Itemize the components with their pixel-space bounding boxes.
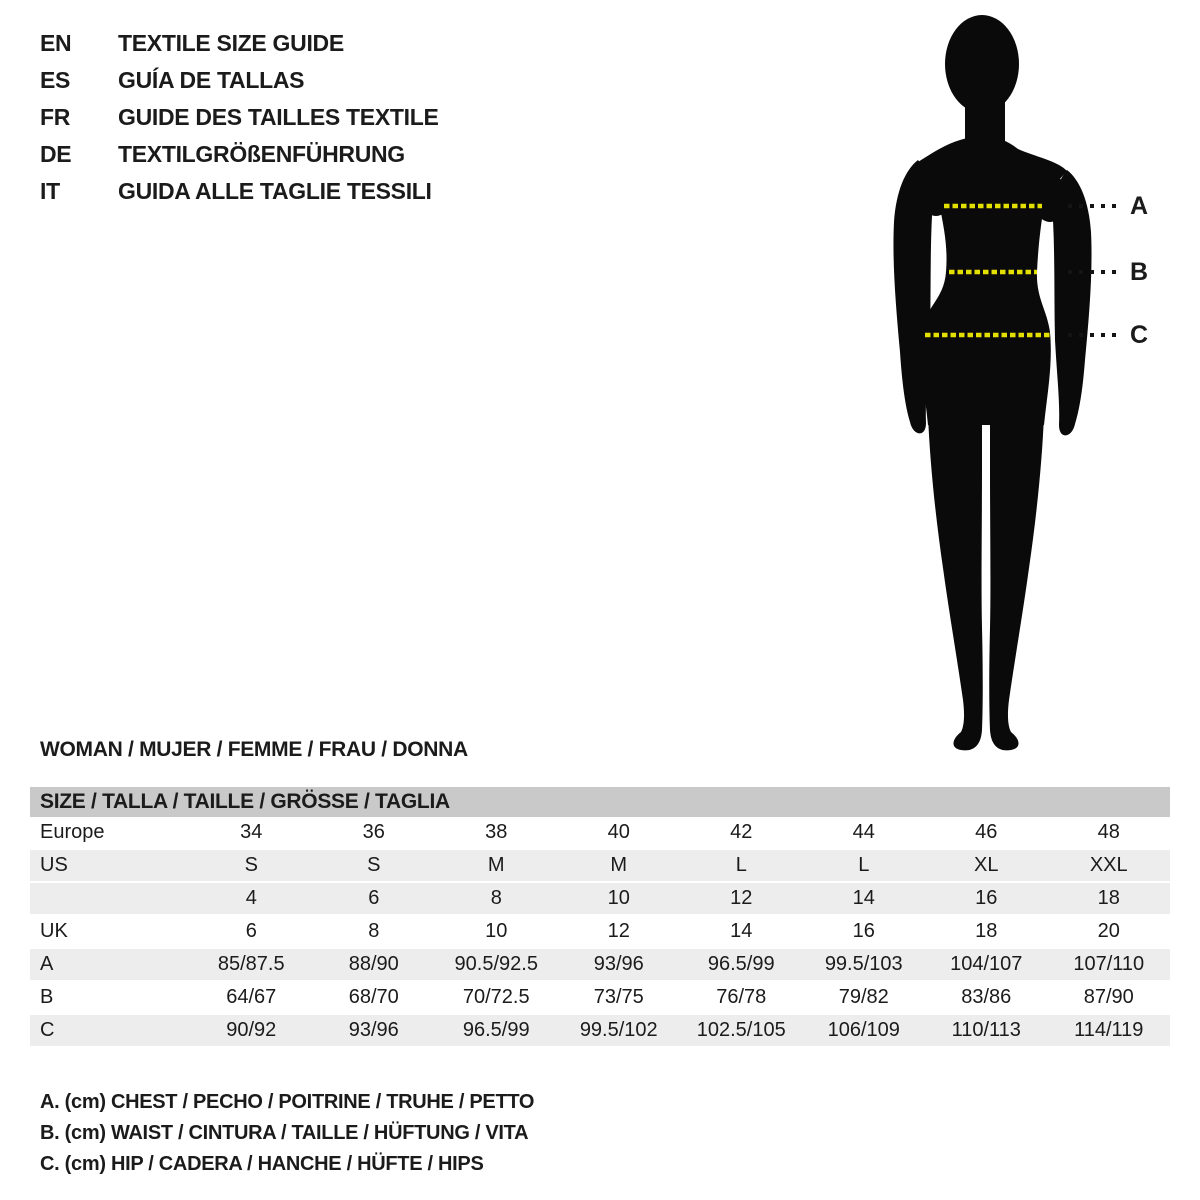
woman-silhouette-icon	[880, 10, 1160, 755]
table-cell: 40	[607, 821, 630, 843]
table-cell: XXL	[1089, 854, 1128, 876]
language-header	[40, 25, 439, 210]
lang-title: TEXTILGRÖßENFÜHRUNG	[118, 141, 405, 167]
table-cell: 8	[490, 887, 502, 909]
size-table-header-label: SIZE / TALLA / TAILLE / GRÖSSE / TAGLIA	[40, 790, 450, 813]
marker-label-c: C	[1130, 321, 1149, 349]
table-cell: 107/110	[1073, 953, 1145, 975]
table-cell: 18	[1097, 887, 1120, 909]
legend-line-hip: C. (cm) HIP / CADERA / HANCHE / HÜFTE / HIPS	[40, 1153, 484, 1175]
table-cell: 16	[975, 887, 998, 909]
table-cell: 96.5/99	[462, 1019, 530, 1041]
table-cell: M	[610, 854, 628, 876]
row-label: B	[40, 986, 54, 1008]
lang-title: GUIDA ALLE TAGLIE TESSILI	[118, 178, 432, 204]
marker-label-b: B	[1130, 258, 1149, 286]
lang-code: EN	[40, 30, 72, 56]
table-cell: 110/113	[951, 1019, 1021, 1041]
table-cell: 79/82	[838, 986, 889, 1008]
table-cell: L	[858, 854, 870, 876]
table-cell: 18	[975, 920, 998, 942]
table-cell: 76/78	[716, 986, 767, 1008]
lang-title: TEXTILE SIZE GUIDE	[118, 30, 344, 56]
lang-row-es	[40, 62, 439, 99]
table-cell: 90.5/92.5	[454, 953, 538, 975]
table-cell: 44	[852, 821, 875, 843]
lang-row-de	[40, 136, 439, 173]
table-cell: 83/86	[961, 986, 1012, 1008]
section-title-woman: WOMAN / MUJER / FEMME / FRAU / DONNA	[40, 738, 468, 761]
lang-row-it	[40, 173, 439, 210]
table-cell: 16	[852, 920, 875, 942]
table-cell: 64/67	[226, 986, 277, 1008]
table-cell: 99.5/102	[579, 1019, 658, 1041]
table-cell: 8	[368, 920, 380, 942]
table-cell: 4	[245, 887, 257, 909]
table-cell: S	[367, 854, 381, 876]
lang-row-en	[40, 25, 439, 62]
table-cell: 36	[362, 821, 385, 843]
row-label: UK	[40, 920, 68, 942]
table-cell: 46	[975, 821, 998, 843]
table-cell: 87/90	[1083, 986, 1134, 1008]
lang-code: ES	[40, 67, 71, 93]
table-cell: 20	[1097, 920, 1120, 942]
table-row-us-numbers	[30, 883, 1170, 916]
lang-code: IT	[40, 178, 60, 204]
lang-code: FR	[40, 104, 71, 130]
lang-code: DE	[40, 141, 72, 167]
measurement-legend	[40, 1087, 534, 1180]
table-cell: 96.5/99	[707, 953, 775, 975]
table-cell: 6	[368, 887, 380, 909]
lang-title: GUIDE DES TAILLES TEXTILE	[118, 104, 439, 130]
row-label: US	[40, 854, 68, 876]
table-row-hip-c	[30, 1015, 1170, 1048]
row-label: A	[40, 953, 54, 975]
table-row-chest-a	[30, 949, 1170, 982]
table-cell: 88/90	[348, 953, 399, 975]
table-row-waist-b	[30, 982, 1170, 1015]
table-cell: 114/119	[1074, 1019, 1144, 1041]
table-cell: 12	[730, 887, 753, 909]
size-table-header	[30, 787, 1170, 817]
marker-label-a: A	[1130, 192, 1149, 220]
table-cell: 93/96	[348, 1019, 399, 1041]
row-label: Europe	[40, 821, 105, 843]
legend-line-waist: B. (cm) WAIST / CINTURA / TAILLE / HÜFTUNG / VITA	[40, 1122, 529, 1144]
lang-row-fr	[40, 99, 439, 136]
table-cell: 85/87.5	[217, 953, 285, 975]
table-cell: XL	[974, 854, 999, 876]
table-cell: 34	[240, 821, 263, 843]
table-cell: 73/75	[593, 986, 644, 1008]
table-cell: 14	[852, 887, 875, 909]
table-cell: 38	[485, 821, 508, 843]
table-cell: 68/70	[348, 986, 399, 1008]
table-cell: L	[735, 854, 747, 876]
table-cell: 14	[730, 920, 753, 942]
table-cell: M	[487, 854, 505, 876]
table-cell: 93/96	[593, 953, 644, 975]
table-cell: 102.5/105	[696, 1019, 786, 1041]
table-cell: 90/92	[226, 1019, 277, 1041]
row-label: C	[40, 1019, 55, 1041]
table-cell: 12	[607, 920, 630, 942]
measurement-figure	[880, 10, 1160, 755]
table-cell: 104/107	[950, 953, 1023, 975]
table-cell: 99.5/103	[824, 953, 903, 975]
table-row-europe	[30, 817, 1170, 850]
table-row-us-letters	[30, 850, 1170, 883]
lang-title: GUÍA DE TALLAS	[118, 67, 305, 93]
table-cell: 106/109	[827, 1019, 900, 1041]
table-cell: S	[244, 854, 258, 876]
woman-body	[893, 15, 1091, 750]
table-cell: 10	[485, 920, 508, 942]
table-cell: 10	[607, 887, 630, 909]
table-cell: 42	[730, 821, 753, 843]
size-table	[30, 787, 1170, 1048]
table-row-uk	[30, 916, 1170, 949]
table-cell: 70/72.5	[462, 986, 530, 1008]
table-cell: 6	[245, 920, 257, 942]
table-cell: 48	[1097, 821, 1120, 843]
legend-line-chest: A. (cm) CHEST / PECHO / POITRINE / TRUHE / PETTO	[40, 1091, 535, 1113]
